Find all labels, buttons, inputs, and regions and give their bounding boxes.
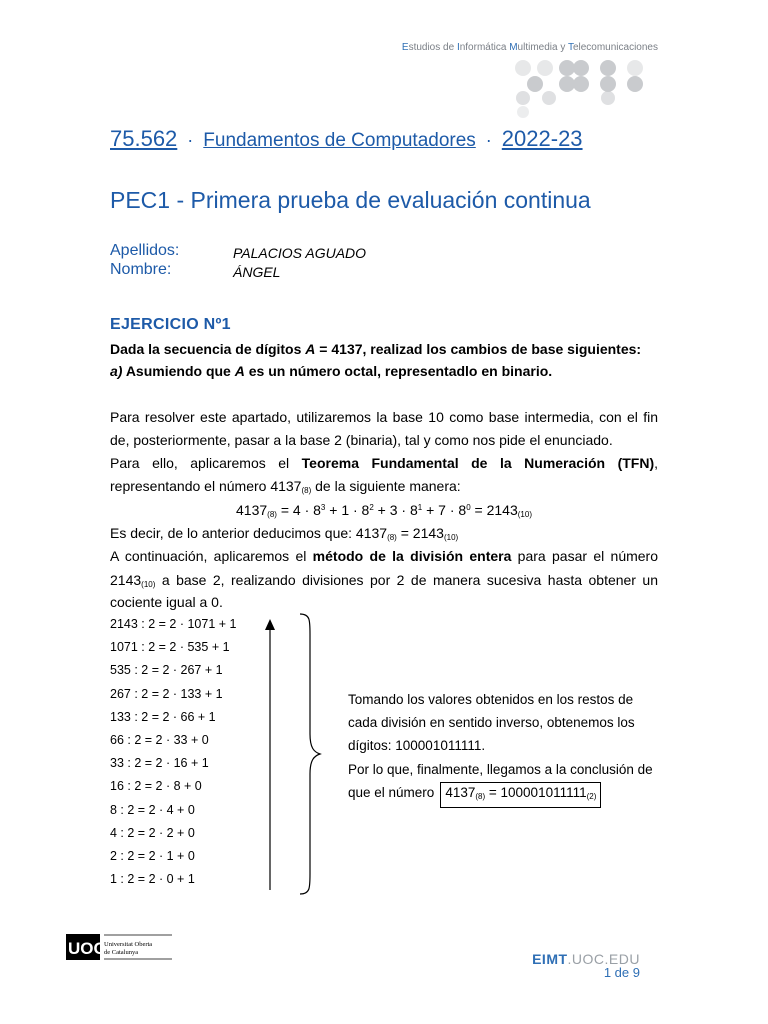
- paragraph-method-2: [110, 569, 658, 596]
- eq-rhs-sub: (10): [517, 510, 532, 519]
- division-row: 4 : 2 = 2 · 2 + 0: [110, 825, 195, 840]
- course-header: [110, 126, 583, 152]
- tfn-pre: Para ello, aplicaremos el: [110, 455, 302, 471]
- repr-pre: representando el número 4137: [110, 478, 302, 494]
- method2-pre: 2143: [110, 572, 142, 588]
- exercise-part-a: [110, 363, 552, 379]
- conclusion-text: [348, 688, 658, 808]
- method-post: para pasar el número: [511, 548, 659, 564]
- paragraph-intro: Para resolver este apartado, utilizaremos la base 10 como base intermedia, con el fin de, posteriormente, pasar a la base 2 (binaria), tal y como nos pide el enunciado.: [110, 409, 658, 448]
- course-year: 2022-23: [501, 126, 583, 151]
- exercise-title: EJERCICIO Nº1: [110, 316, 231, 333]
- eq-e2: 2: [369, 503, 374, 512]
- svg-text:UOC: UOC: [68, 939, 106, 958]
- eq-lhs: 4137: [236, 502, 268, 518]
- paragraph-method-3: cociente igual a 0.: [110, 594, 223, 610]
- answer-sub1: (8): [475, 791, 486, 801]
- method-pre: A continuación, aplicaremos el: [110, 548, 313, 564]
- tfn-equation: [110, 502, 658, 519]
- division-list: [110, 617, 237, 895]
- logo-line-2: de Catalunya: [104, 949, 139, 956]
- conclusion-line-2: Por lo que, finalmente, llegamos a la conclusión de que el número: [348, 761, 653, 800]
- header-letter-e: E: [401, 42, 409, 53]
- uoc-logo: [66, 934, 176, 962]
- method2-sub: (10): [141, 580, 156, 589]
- eq-t5: = 2143: [470, 502, 518, 518]
- footer-site: [532, 951, 640, 980]
- answer-mid: = 100001011111: [485, 784, 587, 800]
- division-row: 2143 : 2 = 2 · 1071 + 1: [110, 617, 237, 631]
- deduction-sub2: (10): [443, 533, 459, 542]
- tfn-post: ,: [654, 455, 658, 471]
- header-text-1: studios de: [408, 42, 457, 53]
- header-letter-i: I: [456, 42, 460, 53]
- paragraph-method-1: [110, 545, 658, 568]
- part-post: es un número octal, representadlo en binario.: [244, 363, 553, 379]
- statement-post: = 4137, realizad los cambios de base siguientes:: [315, 341, 642, 357]
- paragraph-deduction: [110, 525, 458, 542]
- method-bold: método de la división entera: [312, 548, 512, 564]
- course-name: Fundamentos de Computadores: [203, 130, 476, 151]
- eq-t3: + 3 · 8: [373, 502, 418, 518]
- name-label: Nombre:: [110, 261, 172, 278]
- eq-t2: + 1 · 8: [325, 502, 370, 518]
- header-letter-t: T: [567, 42, 573, 53]
- division-row: 33 : 2 = 2 · 16 + 1: [110, 756, 209, 771]
- exercise-statement: [110, 341, 641, 357]
- division-row: 133 : 2 = 2 · 66 + 1: [110, 709, 216, 724]
- course-separator-2: ·: [485, 130, 492, 150]
- header-text-3: ultimedia y: [517, 42, 568, 53]
- statement-pre: Dada la secuencia de dígitos: [110, 341, 306, 357]
- deduction-sub1: (8): [387, 533, 397, 542]
- site-rest: .UOC.EDU: [567, 951, 640, 967]
- header-letter-m: M: [509, 42, 518, 53]
- division-row: 2 : 2 = 2 · 1 + 0: [110, 848, 195, 863]
- paragraph-representation: [110, 478, 461, 495]
- paragraph-tfn: [110, 452, 658, 475]
- eq-e1: 3: [320, 503, 326, 512]
- repr-post: de la siguiente manera:: [311, 478, 461, 494]
- page-number: 1 de 9: [603, 965, 640, 980]
- answer-pre: 4137: [445, 784, 476, 800]
- header-text-2: nformática: [459, 42, 510, 53]
- answer-box: [440, 782, 601, 808]
- repr-sub: (8): [301, 486, 312, 495]
- eq-e3: 1: [417, 503, 423, 512]
- deduction-mid: = 2143: [396, 525, 444, 541]
- division-row: 1071 : 2 = 2 · 535 + 1: [110, 640, 230, 655]
- eq-t4: + 7 · 8: [422, 502, 467, 518]
- eq-lhs-sub: (8): [267, 510, 277, 519]
- logo-line-1: Universitat Oberta: [104, 941, 153, 948]
- header-text-4: elecomunicaciones: [572, 42, 658, 53]
- part-pre: Asumiendo que: [122, 363, 235, 379]
- part-var: A: [234, 363, 245, 379]
- surname-label: Apellidos:: [110, 242, 180, 259]
- part-label: a): [110, 363, 123, 379]
- deduction-pre: Es decir, de lo anterior deducimos que: 4137: [110, 525, 388, 541]
- decorative-dots-graphic: [505, 58, 655, 120]
- division-row: 16 : 2 = 2 · 8 + 0: [110, 779, 202, 794]
- surname-value: PALACIOS AGUADO: [233, 245, 367, 261]
- course-separator-1: ·: [187, 130, 194, 150]
- method2-post: a base 2, realizando divisiones por 2 de manera sucesiva hasta obtener un: [155, 572, 658, 588]
- statement-var: A: [305, 341, 316, 357]
- eq-t1: = 4 · 8: [276, 502, 321, 518]
- reverse-order-arrow-icon: [258, 615, 282, 895]
- answer-sub2: (2): [586, 791, 597, 801]
- division-row: 1 : 2 = 2 · 0 + 1: [110, 872, 195, 887]
- division-row: 535 : 2 = 2 · 267 + 1: [110, 663, 223, 678]
- header-institute-name: [402, 42, 658, 53]
- right-brace-icon: [296, 612, 326, 896]
- course-code: 75.562: [110, 126, 178, 151]
- tfn-bold: Teorema Fundamental de la Numeración (TFN): [301, 455, 655, 471]
- division-row: 66 : 2 = 2 · 33 + 0: [110, 732, 209, 747]
- division-row: 267 : 2 = 2 · 133 + 1: [110, 686, 223, 701]
- name-value: ÁNGEL: [233, 264, 281, 280]
- site-bold: EIMT: [532, 951, 568, 967]
- eq-e4: 0: [466, 503, 471, 512]
- pec-title: PEC1 - Primera prueba de evaluación continua: [110, 187, 591, 213]
- division-row: 8 : 2 = 2 · 4 + 0: [110, 802, 195, 817]
- conclusion-line-1: Tomando los valores obtenidos en los restos de cada división en sentido inverso, obtenemos los dígitos: 100001011111.: [348, 692, 635, 754]
